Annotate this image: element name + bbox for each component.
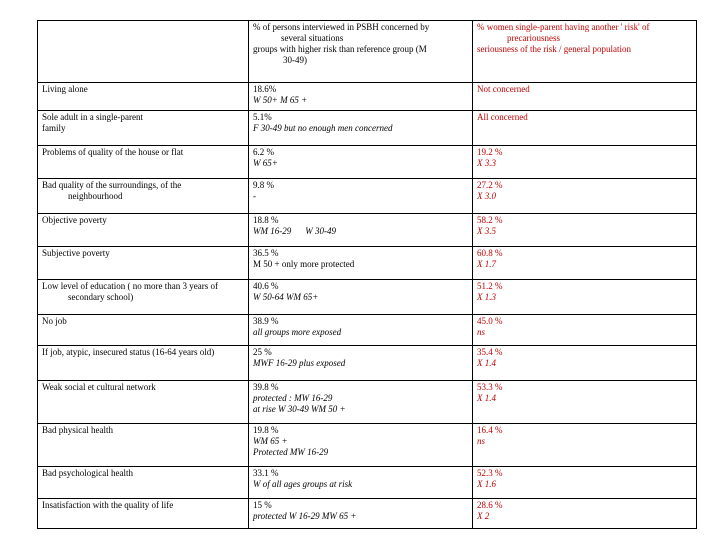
row-groups: WM 16-29 (253, 226, 292, 236)
row-psbh (249, 315, 473, 346)
row-label-text-2: neighbourhood (68, 191, 123, 201)
row-label (38, 346, 249, 381)
row-pct: 38.9 % (253, 316, 279, 326)
row-pct: 18.6% (253, 84, 277, 94)
row-ratio: ns (477, 436, 486, 446)
row-groups: W 50-64 WM 65+ (253, 292, 319, 302)
row-groups: - (253, 191, 256, 201)
row-wpct: 45.0 % (477, 316, 503, 326)
table-row (38, 214, 697, 247)
header-psbh-line2: several situations (281, 33, 344, 43)
row-label-text: Weak social et cultural network (42, 382, 156, 392)
row-ratio: X 3.5 (477, 226, 496, 236)
row-pct: 39.8 % (253, 382, 279, 392)
row-single-parent (473, 179, 697, 214)
row-label (38, 111, 249, 146)
row-single-parent (473, 247, 697, 280)
row-psbh (249, 381, 473, 424)
row-groups-2: at rise W 30-49 WM 50 + (253, 404, 346, 414)
table-row (38, 381, 697, 424)
table-row (38, 424, 697, 467)
table-row (38, 315, 697, 346)
row-wpct: 51.2 % (477, 281, 503, 291)
row-pct: 5.1% (253, 112, 272, 122)
header-psbh-line3: groups with higher risk than reference group (M (253, 44, 427, 54)
header-psbh-line1: % of persons interviewed in PSBH concerned by (253, 22, 430, 32)
row-label (38, 214, 249, 247)
row-psbh (249, 280, 473, 315)
row-psbh (249, 214, 473, 247)
row-groups: W 50+ M 65 + (253, 95, 308, 105)
row-single-parent (473, 381, 697, 424)
row-wpct: 16.4 % (477, 425, 503, 435)
row-wpct: All concerned (477, 112, 528, 122)
row-single-parent (473, 111, 697, 146)
row-label-text: Subjective poverty (42, 248, 110, 258)
row-wpct: 60.8 % (477, 248, 503, 258)
table-row (38, 280, 697, 315)
row-ratio: X 1.4 (477, 358, 496, 368)
row-label-text-2: secondary school) (68, 292, 134, 302)
header-cell-single-parent (473, 21, 697, 83)
row-psbh (249, 179, 473, 214)
row-single-parent (473, 499, 697, 529)
row-single-parent (473, 346, 697, 381)
row-label-text: Bad quality of the surroundings, of the (42, 180, 182, 190)
row-pct: 9.8 % (253, 180, 274, 190)
row-label (38, 424, 249, 467)
row-wpct: 28.6 % (477, 500, 503, 510)
table-row (38, 247, 697, 280)
row-ratio: X 3.3 (477, 158, 496, 168)
row-single-parent (473, 280, 697, 315)
row-label-text: Objective poverty (42, 215, 107, 225)
table-row (38, 467, 697, 499)
table-row (38, 111, 697, 146)
row-label-text: Living alone (42, 84, 88, 94)
row-pct: 6.2 % (253, 147, 274, 157)
row-psbh (249, 83, 473, 111)
row-groups: W of all ages groups at risk (253, 479, 353, 489)
row-ratio: X 1.6 (477, 479, 496, 489)
table-row (38, 179, 697, 214)
row-wpct: 19.2 % (477, 147, 503, 157)
header-cell-psbh (249, 21, 473, 83)
row-groups: MWF 16-29 plus exposed (253, 358, 346, 368)
row-label-text-2: family (42, 123, 66, 133)
row-groups: protected W 16-29 MW 65 + (253, 511, 357, 521)
row-label (38, 467, 249, 499)
header-psbh-line4: 30-49) (283, 55, 307, 65)
row-groups: protected : MW 16-29 (253, 393, 333, 403)
row-label (38, 381, 249, 424)
table-row (38, 146, 697, 179)
row-label (38, 179, 249, 214)
row-single-parent (473, 467, 697, 499)
row-label-text: Sole adult in a single-parent (42, 112, 143, 122)
row-ratio: ns (477, 327, 486, 337)
row-groups-2: Protected MW 16-29 (253, 447, 329, 457)
row-wpct: Not concerned (477, 84, 530, 94)
row-psbh (249, 424, 473, 467)
row-label-text: Bad psychological health (42, 468, 133, 478)
row-label (38, 315, 249, 346)
table-row (38, 83, 697, 111)
header-row (38, 21, 697, 83)
table-row (38, 499, 697, 529)
row-psbh (249, 346, 473, 381)
row-pct: 40.6 % (253, 281, 279, 291)
row-label (38, 499, 249, 529)
row-pct: 18.8 % (253, 215, 279, 225)
row-wpct: 58.2 % (477, 215, 503, 225)
row-pct: 15 % (253, 500, 272, 510)
row-label (38, 83, 249, 111)
row-pct: 33.1 % (253, 468, 279, 478)
row-label-text: Low level of education ( no more than 3 years of (42, 281, 218, 291)
row-wpct: 27.2 % (477, 180, 503, 190)
row-pct: 25 % (253, 347, 272, 357)
row-single-parent (473, 83, 697, 111)
row-label-text: No job (42, 316, 67, 326)
row-label (38, 247, 249, 280)
header-sp-line1: % women single-parent having another ' risk' of (477, 22, 650, 32)
row-groups: WM 65 + (253, 436, 288, 446)
row-groups: all groups more exposed (253, 327, 342, 337)
row-single-parent (473, 315, 697, 346)
row-label-text: Insatisfaction with the quality of life (42, 500, 174, 510)
header-sp-line3: seriousness of the risk / general population (477, 44, 631, 54)
row-psbh (249, 111, 473, 146)
header-sp-line2: precariousness (507, 33, 560, 43)
row-psbh (249, 247, 473, 280)
row-label-text: Problems of quality of the house or flat (42, 147, 184, 157)
row-psbh (249, 499, 473, 529)
row-pct: 36.5 % (253, 248, 279, 258)
row-ratio: X 2 (477, 511, 490, 521)
row-single-parent (473, 146, 697, 179)
row-pct: 19.8 % (253, 425, 279, 435)
row-ratio: X 1.7 (477, 259, 496, 269)
row-ratio: X 1.4 (477, 393, 496, 403)
row-wpct: 53.3 % (477, 382, 503, 392)
data-table (37, 20, 697, 529)
row-groups: M 50 + only more protected (253, 259, 355, 269)
row-label (38, 280, 249, 315)
row-ratio: X 3.0 (477, 191, 496, 201)
row-psbh (249, 467, 473, 499)
row-wpct: 35.4 % (477, 347, 503, 357)
row-label-text: If job, atypic, insecured status (16-64 years old) (42, 347, 215, 357)
row-psbh (249, 146, 473, 179)
row-groups-2: W 30-49 (305, 226, 336, 236)
row-label (38, 146, 249, 179)
row-ratio: X 1.3 (477, 292, 496, 302)
row-groups: W 65+ (253, 158, 278, 168)
table-row (38, 346, 697, 381)
header-cell-empty (38, 21, 249, 83)
row-single-parent (473, 424, 697, 467)
row-wpct: 52.3 % (477, 468, 503, 478)
row-label-text: Bad physical health (42, 425, 113, 435)
row-groups: F 30-49 but no enough men concerned (253, 123, 393, 133)
row-single-parent (473, 214, 697, 247)
